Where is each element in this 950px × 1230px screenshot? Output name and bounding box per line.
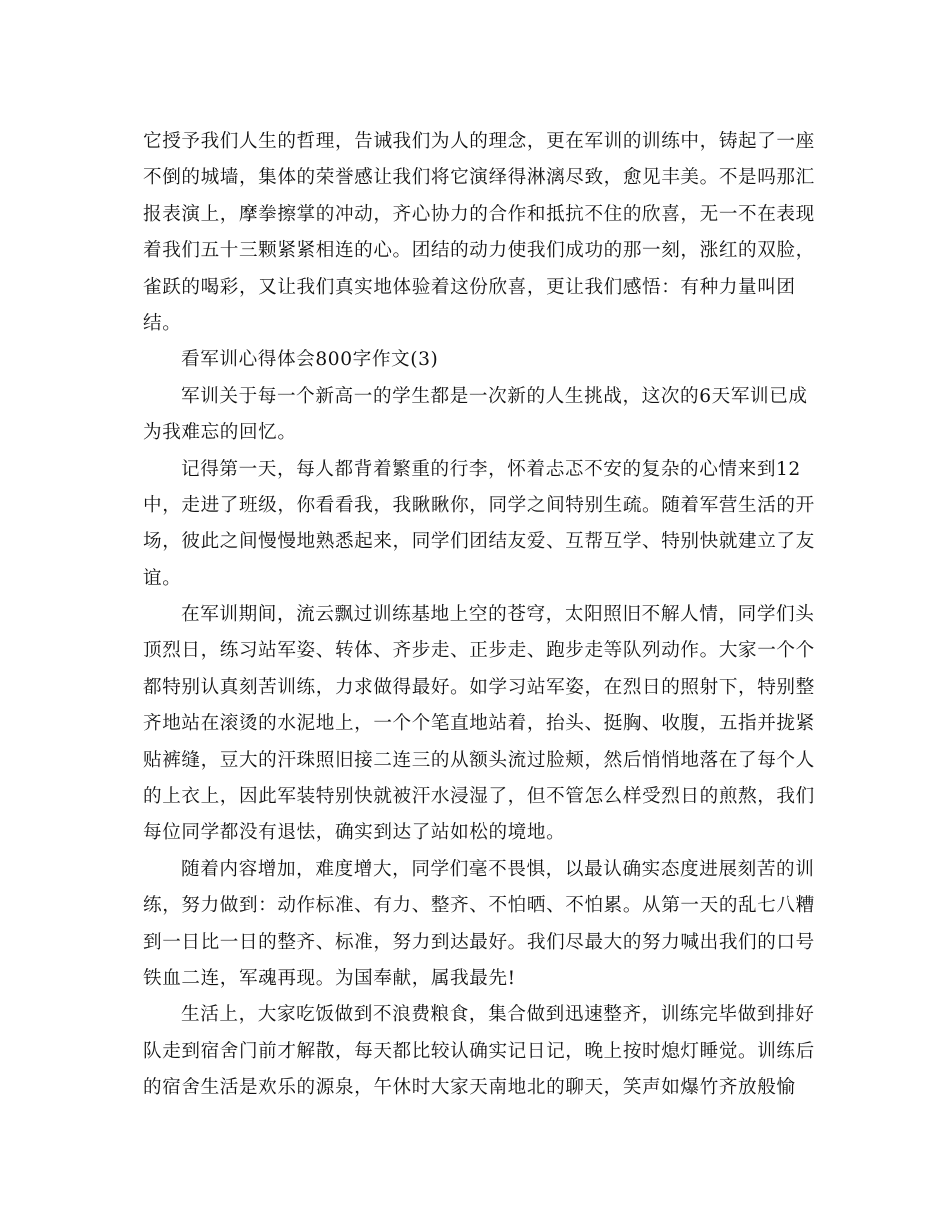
paragraph-line: 在军训期间，流云飘过训练基地上空的苍穹，太阳照旧不解人情，同学们头 xyxy=(181,604,815,626)
paragraph xyxy=(143,997,815,1106)
paragraph-line: 队走到宿舍门前才解散，每天都比较认确实记日记，晚上按时熄灯睡觉。训练后 xyxy=(143,1040,815,1062)
paragraph-line: 都特别认真刻苦训练，力求做得最好。如学习站军姿，在烈日的照射下，特别整 xyxy=(143,676,815,698)
paragraph-line: 雀跃的喝彩，又让我们真实地体验着这份欣喜，更让我们感悟：有种力量叫团 xyxy=(143,276,796,298)
paragraph-line: 为我难忘的回忆。 xyxy=(143,422,297,444)
paragraph-line: 生活上，大家吃饭做到不浪费粮食，集合做到迅速整齐，训练完毕做到排好 xyxy=(181,1004,815,1026)
paragraph xyxy=(143,597,815,852)
paragraph-line: 每位同学都没有退怯，确实到达了站如松的境地。 xyxy=(143,822,566,844)
section-heading xyxy=(143,342,809,378)
document-body xyxy=(143,124,815,1107)
paragraph-line: 军训关于每一个新高一的学生都是一次新的人生挑战，这次的6天军训已成 xyxy=(181,385,808,407)
paragraph-line: 练，努力做到：动作标准、有力、整齐、不怕晒、不怕累。从第一天的乱七八糟 xyxy=(143,895,815,917)
paragraph-line: 随着内容增加，难度增大，同学们毫不畏惧，以最认确实态度进展刻苦的训 xyxy=(181,858,815,880)
paragraph-line: 着我们五十三颗紧紧相连的心。团结的动力使我们成功的那一刻，涨红的双脸， xyxy=(143,240,815,262)
paragraph xyxy=(143,852,815,998)
paragraph-line: 齐地站在滚烫的水泥地上，一个个笔直地站着，抬头、挺胸、收腹，五指并拢紧 xyxy=(143,713,815,735)
paragraph-line: 顶烈日，练习站军姿、转体、齐步走、正步走、跑步走等队列动作。大家一个个 xyxy=(143,640,815,662)
paragraph xyxy=(143,452,815,598)
paragraph-line: 贴裤缝，豆大的汗珠照旧接二连三的从额头流过脸颊，然后悄悄地落在了每个人 xyxy=(143,749,815,771)
paragraph-line: 不倒的城墙，集体的荣誉感让我们将它演绎得淋漓尽致，愈见丰美。不是吗那汇 xyxy=(143,167,815,189)
paragraph xyxy=(143,124,815,342)
paragraph-line: 结。 xyxy=(143,312,182,334)
paragraph-line: 的上衣上，因此军装特别快就被汗水浸湿了，但不管怎么样受烈日的煎熬，我们 xyxy=(143,786,815,808)
paragraph-line: 谊。 xyxy=(143,567,182,589)
paragraph xyxy=(143,379,809,452)
paragraph-line: 它授予我们人生的哲理，告诫我们为人的理念，更在军训的训练中，铸起了一座 xyxy=(143,131,815,152)
paragraph-line: 到一日比一日的整齐、标准，努力到达最好。我们尽最大的努力喊出我们的口号 xyxy=(143,931,815,953)
paragraph-line: 中，走进了班级，你看看我，我瞅瞅你，同学之间特别生疏。随着军营生活的开 xyxy=(143,494,815,516)
paragraph-line: 的宿舍生活是欢乐的源泉，午休时大家天南地北的聊天，笑声如爆竹齐放般愉 xyxy=(143,1077,796,1099)
paragraph-line: 场，彼此之间慢慢地熟悉起来，同学们团结友爱、互帮互学、特别快就建立了友 xyxy=(143,531,815,553)
paragraph-line: 铁血二连，军魂再现。为国奉献，属我最先! xyxy=(143,967,516,989)
paragraph-line: 记得第一天，每人都背着繁重的行李，怀着忐忑不安的复杂的心情来到12 xyxy=(181,458,801,480)
heading-line: 看军训心得体会800字作文(3) xyxy=(181,349,439,371)
paragraph-line: 报表演上，摩拳擦掌的冲动，齐心协力的合作和抵抗不住的欣喜，无一不在表现 xyxy=(143,203,815,225)
